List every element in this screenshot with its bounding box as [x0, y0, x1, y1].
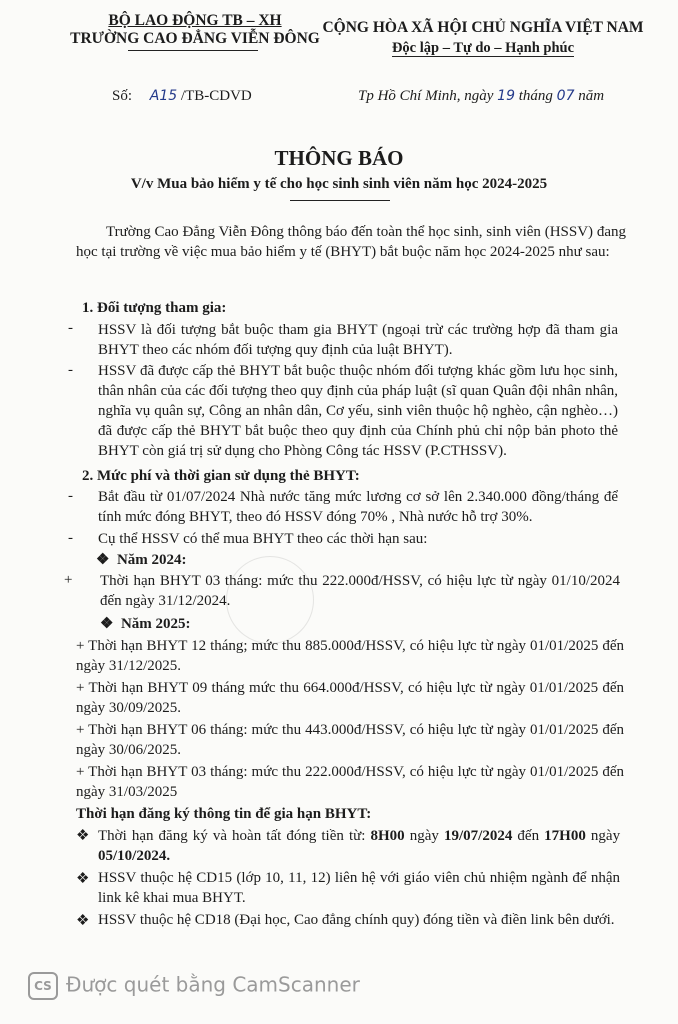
- bullet-dash: -: [68, 488, 73, 504]
- national-motto: Độc lập – Tự do – Hạnh phúc: [391, 40, 575, 56]
- handwritten-month: 07: [556, 88, 575, 104]
- ministry-name: BỘ LAO ĐỘNG TB – XH: [108, 12, 282, 29]
- document-number: Số: A15 /TB-CDVD: [112, 88, 252, 104]
- national-header: [318, 18, 648, 58]
- registration-item-2: HSSV thuộc hệ CD15 (lớp 10, 11, 12) liên hệ với giáo viên chủ nhiệm ngành để nhận link kê khai mua BHYT.: [98, 870, 620, 906]
- republic-name: CỘNG HÒA XÃ HỘI CHỦ NGHĨA VIỆT NAM: [322, 19, 644, 36]
- handwritten-day: 19: [497, 88, 515, 104]
- bullet-dash: -: [68, 530, 73, 546]
- place-and-date: Tp Hồ Chí Minh, ngày 19 tháng 07 năm: [358, 88, 605, 104]
- issuer-block: [60, 12, 330, 48]
- subject-divider: [290, 200, 390, 201]
- registration-item-1: Thời hạn đăng ký và hoàn tất đóng tiền từ: 8H00 ngày 19/07/2024 đến 17H00 ngày 05/10/2024.: [98, 828, 621, 864]
- bullet-dash: -: [68, 320, 73, 336]
- year-2025-item-2: + Thời hạn BHYT 09 tháng mức thu 664.000đ/HSSV, có hiệu lực từ ngày 01/01/2025 đến ngày 30/09/2025.: [76, 680, 624, 716]
- section1-item-2: HSSV đã được cấp thẻ BHYT bắt buộc thuộc nhóm đối tượng khác gồm lưu học sinh, thân nhân của các đối tượng theo quy định của pháp luật (sĩ quan Quân đội nhân nhân, nghĩa vụ quân sự, Công an nhân dân, Cơ yếu, sinh viên thuộc hộ nghèo, cận nghèo…) đã được cấp thẻ BHYT bắt buộc theo quy định của Chính phủ chỉ nộp bản photo thẻ BHYT còn giá trị sử dụng cho Phòng Công tác HSSV (P.CTHSSV).: [98, 363, 618, 459]
- year-2025-item-4: + Thời hạn BHYT 03 tháng: mức thu 222.000đ/HSSV, có hiệu lực từ ngày 01/01/2025 đến ngày 31/03/2025: [76, 764, 624, 800]
- diamond-bullet-icon: ❖: [76, 871, 90, 887]
- diamond-bullet-icon: ❖: [100, 616, 114, 632]
- registration-item-3: HSSV thuộc hệ CD18 (Đại học, Cao đẳng chính quy) đóng tiền và điền link bên dưới.: [98, 912, 615, 928]
- school-name: TRƯỜNG CAO ĐẲNG VIỄN ĐÔNG: [70, 30, 320, 47]
- section2-heading: 2. Mức phí và thời gian sử dụng thẻ BHYT:: [82, 468, 360, 484]
- intro-paragraph: Trường Cao Đẳng Viễn Đông thông báo đến toàn thể học sinh, sinh viên (HSSV) đang học tại trường về việc mua bảo hiểm y tế (BHYT) bắt buộc năm học 2024-2025 như sau:: [76, 224, 626, 260]
- year-2024-label: ❖ Năm 2024:: [96, 552, 187, 568]
- watermark-text: Được quét bằng CamScanner: [66, 972, 360, 997]
- diamond-bullet-icon: ❖: [76, 913, 90, 929]
- section1-heading: 1. Đối tượng tham gia:: [82, 300, 227, 316]
- camscanner-watermark: [28, 972, 360, 1000]
- section2-item-1: Bắt đầu từ 01/07/2024 Nhà nước tăng mức lương cơ sở lên 2.340.000 đồng/tháng để tính mức đóng BHYT, theo đó HSSV đóng 70% , Nhà nước hỗ trợ 30%.: [98, 489, 618, 525]
- year-2024-item-1: Thời hạn BHYT 03 tháng: mức thu 222.000đ/HSSV, có hiệu lực từ ngày 01/10/2024 đến ngày 31/12/2024.: [100, 573, 620, 609]
- section1-item-1: HSSV là đối tượng bắt buộc tham gia BHYT (ngoại trừ các trường hợp đã tham gia BHYT theo các nhóm đối tượng quy định của luật BHYT).: [98, 322, 618, 358]
- registration-heading: Thời hạn đăng ký thông tin để gia hạn BHYT:: [76, 806, 372, 822]
- year-2025-item-1: + Thời hạn BHYT 12 tháng; mức thu 885.000đ/HSSV, có hiệu lực từ ngày 01/01/2025 đến ngày 31/12/2025.: [76, 638, 624, 674]
- diamond-bullet-icon: ❖: [96, 552, 110, 568]
- faint-stamp-mark: [226, 556, 314, 644]
- document-title: THÔNG BÁO: [274, 146, 404, 170]
- year-2025-item-3: + Thời hạn BHYT 06 tháng: mức thu 443.000đ/HSSV, có hiệu lực từ ngày 01/01/2025 đến ngày 30/06/2025.: [76, 722, 624, 758]
- diamond-bullet-icon: ❖: [76, 828, 90, 844]
- camscanner-logo-icon: CS: [28, 972, 58, 1000]
- bullet-dash: -: [68, 362, 73, 378]
- document-subject: V/v Mua bảo hiểm y tế cho học sinh sinh viên năm học 2024-2025: [130, 176, 548, 192]
- handwritten-number: A15: [149, 88, 178, 104]
- header-divider: [128, 50, 258, 51]
- plus-bullet: +: [64, 572, 73, 588]
- year-2025-label: ❖ Năm 2025:: [100, 616, 191, 632]
- section2-item-2: Cụ thể HSSV có thể mua BHYT theo các thời hạn sau:: [98, 531, 428, 547]
